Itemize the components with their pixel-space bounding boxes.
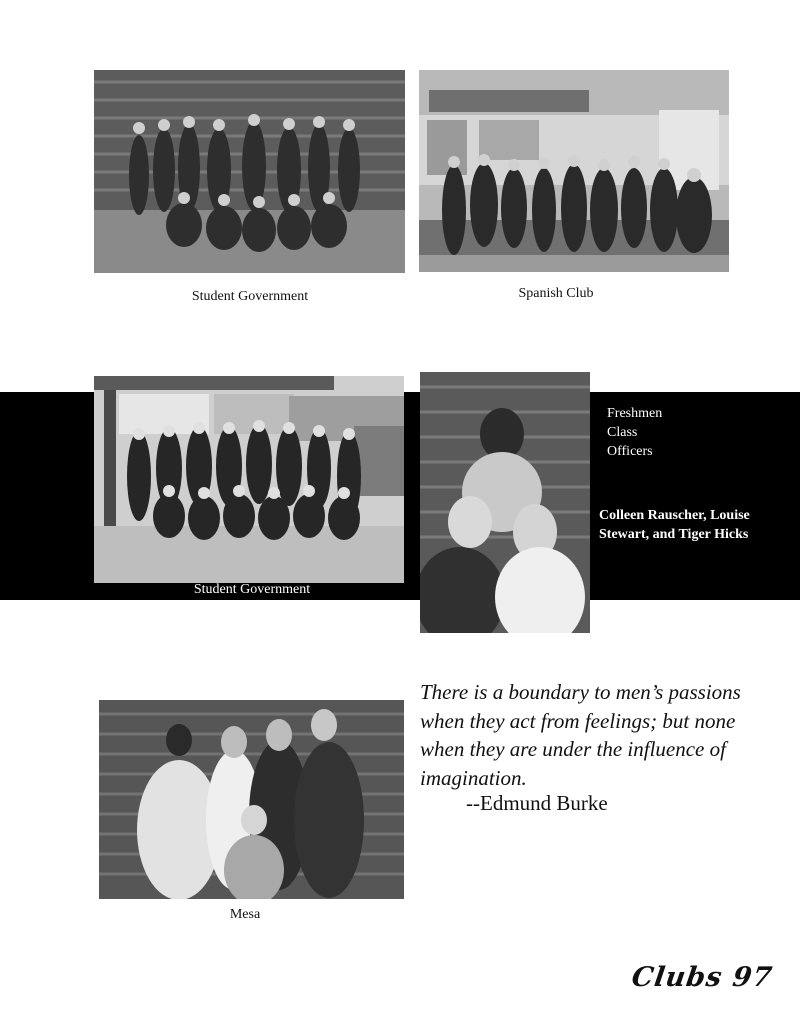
photo-caption: Student Government — [193, 582, 311, 597]
student-government-photo-gym — [94, 70, 405, 273]
officers-title-line: Class — [607, 425, 638, 440]
officers-title-line: Officers — [607, 444, 653, 459]
freshmen-officers-photo — [420, 372, 590, 633]
photo-caption: Spanish Club — [518, 286, 594, 301]
photo-caption: Mesa — [229, 907, 261, 922]
mesa-photo — [99, 700, 404, 899]
page-folio: Clubs 97 — [629, 962, 775, 993]
photo-caption: Student Government — [191, 289, 309, 304]
officers-names: Colleen Rauscher, Louise Stewart, and Tiger Hicks — [599, 508, 750, 542]
officers-title-line: Freshmen — [607, 406, 663, 421]
spanish-club-photo — [419, 70, 729, 272]
student-government-photo-outdoor — [94, 376, 404, 583]
officers-title — [607, 404, 662, 461]
quote-text: There is a boundary to men’s passions when they act from feelings; but none when they are under the influence of imagination. — [420, 680, 741, 790]
quote-author: --Edmund Burke — [466, 791, 608, 815]
